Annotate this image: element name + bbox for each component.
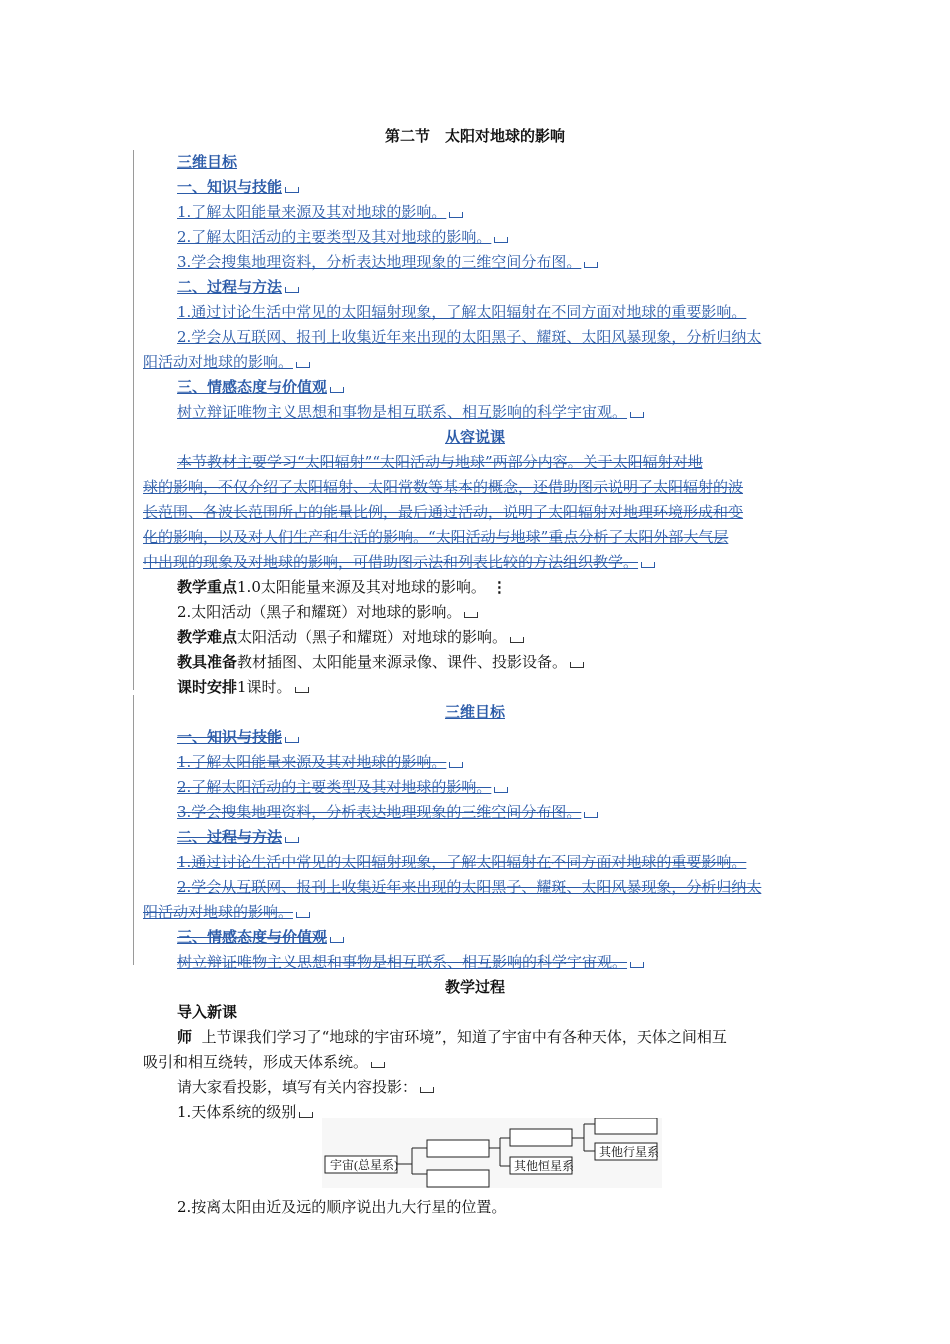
emotion-heading-deleted: 三、情感态度与价值观	[177, 927, 344, 947]
difficulty: 教学难点太阳活动（黑子和耀斑）对地球的影响。	[177, 627, 524, 647]
deleted-paragraph-line: 本节教材主要学习“太阳辐射”“太阳活动与地球”两部分内容。关于太阳辐射对地	[177, 453, 703, 471]
universe-label: 宇宙(总星系)	[330, 1158, 398, 1172]
deleted-paragraph-line: 化的影响，以及对人们生产和生活的影响。“太阳活动与地球”重点分析了太阳外部大气层	[143, 528, 729, 546]
paragraph-mark-icon	[464, 612, 478, 618]
knowledge-heading-deleted: 一、知识与技能	[177, 727, 299, 747]
objectives-heading: 三维目标	[177, 153, 238, 171]
deleted-paragraph-line: 中出现的现象及对地球的影响，可借助图示法和列表比较的方法组织教学。	[143, 552, 655, 572]
process-item-deleted: 2.学会从互联网、报刊上收集近年来出现的太阳黑子、耀斑、太阳风暴现象，分析归纳太	[177, 878, 762, 896]
paragraph-mark-icon	[584, 262, 598, 268]
knowledge-item-deleted: 2.了解太阳活动的主要类型及其对地球的影响。	[177, 777, 508, 797]
paragraph-mark-icon	[330, 387, 344, 393]
deleted-paragraph-line: 长范围、各波长范围所占的能量比例，最后通过活动，说明了太阳辐射对地理环境形成和变	[143, 503, 744, 521]
knowledge-item-deleted: 3.学会搜集地理资料，分析表达地理现象的三维空间分布图。	[177, 802, 598, 822]
emotion-item: 树立辩证唯物主义思想和事物是相互联系、相互影响的科学宇宙观。	[177, 402, 644, 422]
prompt-line: 请大家看投影，填写有关内容投影：	[177, 1077, 434, 1097]
intro-heading: 导入新课	[177, 1003, 238, 1021]
paragraph-mark-icon	[449, 762, 463, 768]
knowledge-item: 3.学会搜集地理资料，分析表达地理现象的三维空间分布图。	[177, 252, 598, 272]
paragraph-mark-icon	[295, 687, 309, 693]
equipment: 教具准备教材插图、太阳能量来源录像、课件、投影设备。	[177, 652, 584, 672]
paragraph-mark-icon	[285, 837, 299, 843]
celestial-system-diagram	[322, 1118, 662, 1188]
teacher-line: 师 上节课我们学习了“地球的宇宙环境”，知道了宇宙中有各种天体，天体之间相互	[177, 1028, 727, 1046]
page-title: 第二节 太阳对地球的影响	[384, 127, 565, 145]
other-planets-label: 其他行星系	[599, 1145, 660, 1159]
paragraph-mark-icon	[420, 1087, 434, 1093]
paragraph-mark-icon	[296, 362, 310, 368]
paragraph-mark-icon	[449, 212, 463, 218]
paragraph-mark-icon	[371, 1062, 385, 1068]
paragraph-mark-icon	[296, 912, 310, 918]
paragraph-mark-icon	[494, 787, 508, 793]
teacher-line-cont: 吸引和相互绕转，形成天体系统。	[143, 1052, 385, 1072]
paragraph-mark-icon	[285, 287, 299, 293]
paragraph-mark-icon	[285, 187, 299, 193]
key-points-2: 2.太阳活动（黑子和耀斑）对地球的影响。	[177, 602, 478, 622]
dots-mark-icon: ⋮	[491, 578, 507, 596]
paragraph-mark-icon	[630, 412, 644, 418]
paragraph-mark-icon	[584, 812, 598, 818]
blank-box	[427, 1140, 489, 1157]
paragraph-mark-icon	[494, 237, 508, 243]
paragraph-mark-icon	[570, 662, 584, 668]
blank-box	[510, 1129, 572, 1146]
knowledge-item: 2.了解太阳活动的主要类型及其对地球的影响。	[177, 227, 508, 247]
paragraph-mark-icon	[299, 1112, 313, 1118]
process-heading: 二、过程与方法	[177, 277, 299, 297]
blank-box	[427, 1170, 489, 1187]
section-heading-process: 教学过程	[444, 978, 505, 996]
objectives-heading-2: 三维目标	[444, 703, 505, 721]
emotion-heading: 三、情感态度与价值观	[177, 377, 344, 397]
knowledge-item-deleted: 1.了解太阳能量来源及其对地球的影响。	[177, 752, 463, 772]
paragraph-mark-icon	[285, 737, 299, 743]
revision-bar	[133, 695, 134, 965]
process-heading-deleted: 二、过程与方法	[177, 827, 299, 847]
item-1: 1.天体系统的级别	[177, 1102, 313, 1122]
key-points: 教学重点1.0太阳能量来源及其对地球的影响。 ⋮	[177, 578, 507, 596]
knowledge-heading: 一、知识与技能	[177, 177, 299, 197]
emotion-item-deleted: 树立辩证唯物主义思想和事物是相互联系、相互影响的科学宇宙观。	[177, 952, 644, 972]
process-item-deleted: 1.通过讨论生活中常见的太阳辐射现象，了解太阳辐射在不同方面对地球的重要影响。	[177, 853, 747, 871]
process-item-deleted-cont: 阳活动对地球的影响。	[143, 902, 310, 922]
paragraph-mark-icon	[330, 937, 344, 943]
deleted-paragraph-line: 球的影响，不仅介绍了太阳辐射、太阳常数等基本的概念，还借助图示说明了太阳辐射的波	[143, 478, 744, 496]
knowledge-item: 1.了解太阳能量来源及其对地球的影响。	[177, 202, 463, 222]
blank-box	[595, 1118, 657, 1134]
schedule: 课时安排1课时。	[177, 677, 309, 697]
revision-bar	[133, 150, 134, 690]
process-item-cont: 阳活动对地球的影响。	[143, 352, 310, 372]
other-stars-label: 其他恒星系	[514, 1159, 575, 1173]
paragraph-mark-icon	[510, 637, 524, 643]
paragraph-mark-icon	[630, 962, 644, 968]
section-heading-congrong: 从容说课	[444, 428, 505, 446]
process-item: 1.通过讨论生活中常见的太阳辐射现象，了解太阳辐射在不同方面对地球的重要影响。	[177, 303, 747, 321]
paragraph-mark-icon	[641, 562, 655, 568]
process-item: 2.学会从互联网、报刊上收集近年来出现的太阳黑子、耀斑、太阳风暴现象，分析归纳太	[177, 328, 762, 346]
item-2: 2.按离太阳由近及远的顺序说出九大行星的位置。	[177, 1198, 507, 1216]
